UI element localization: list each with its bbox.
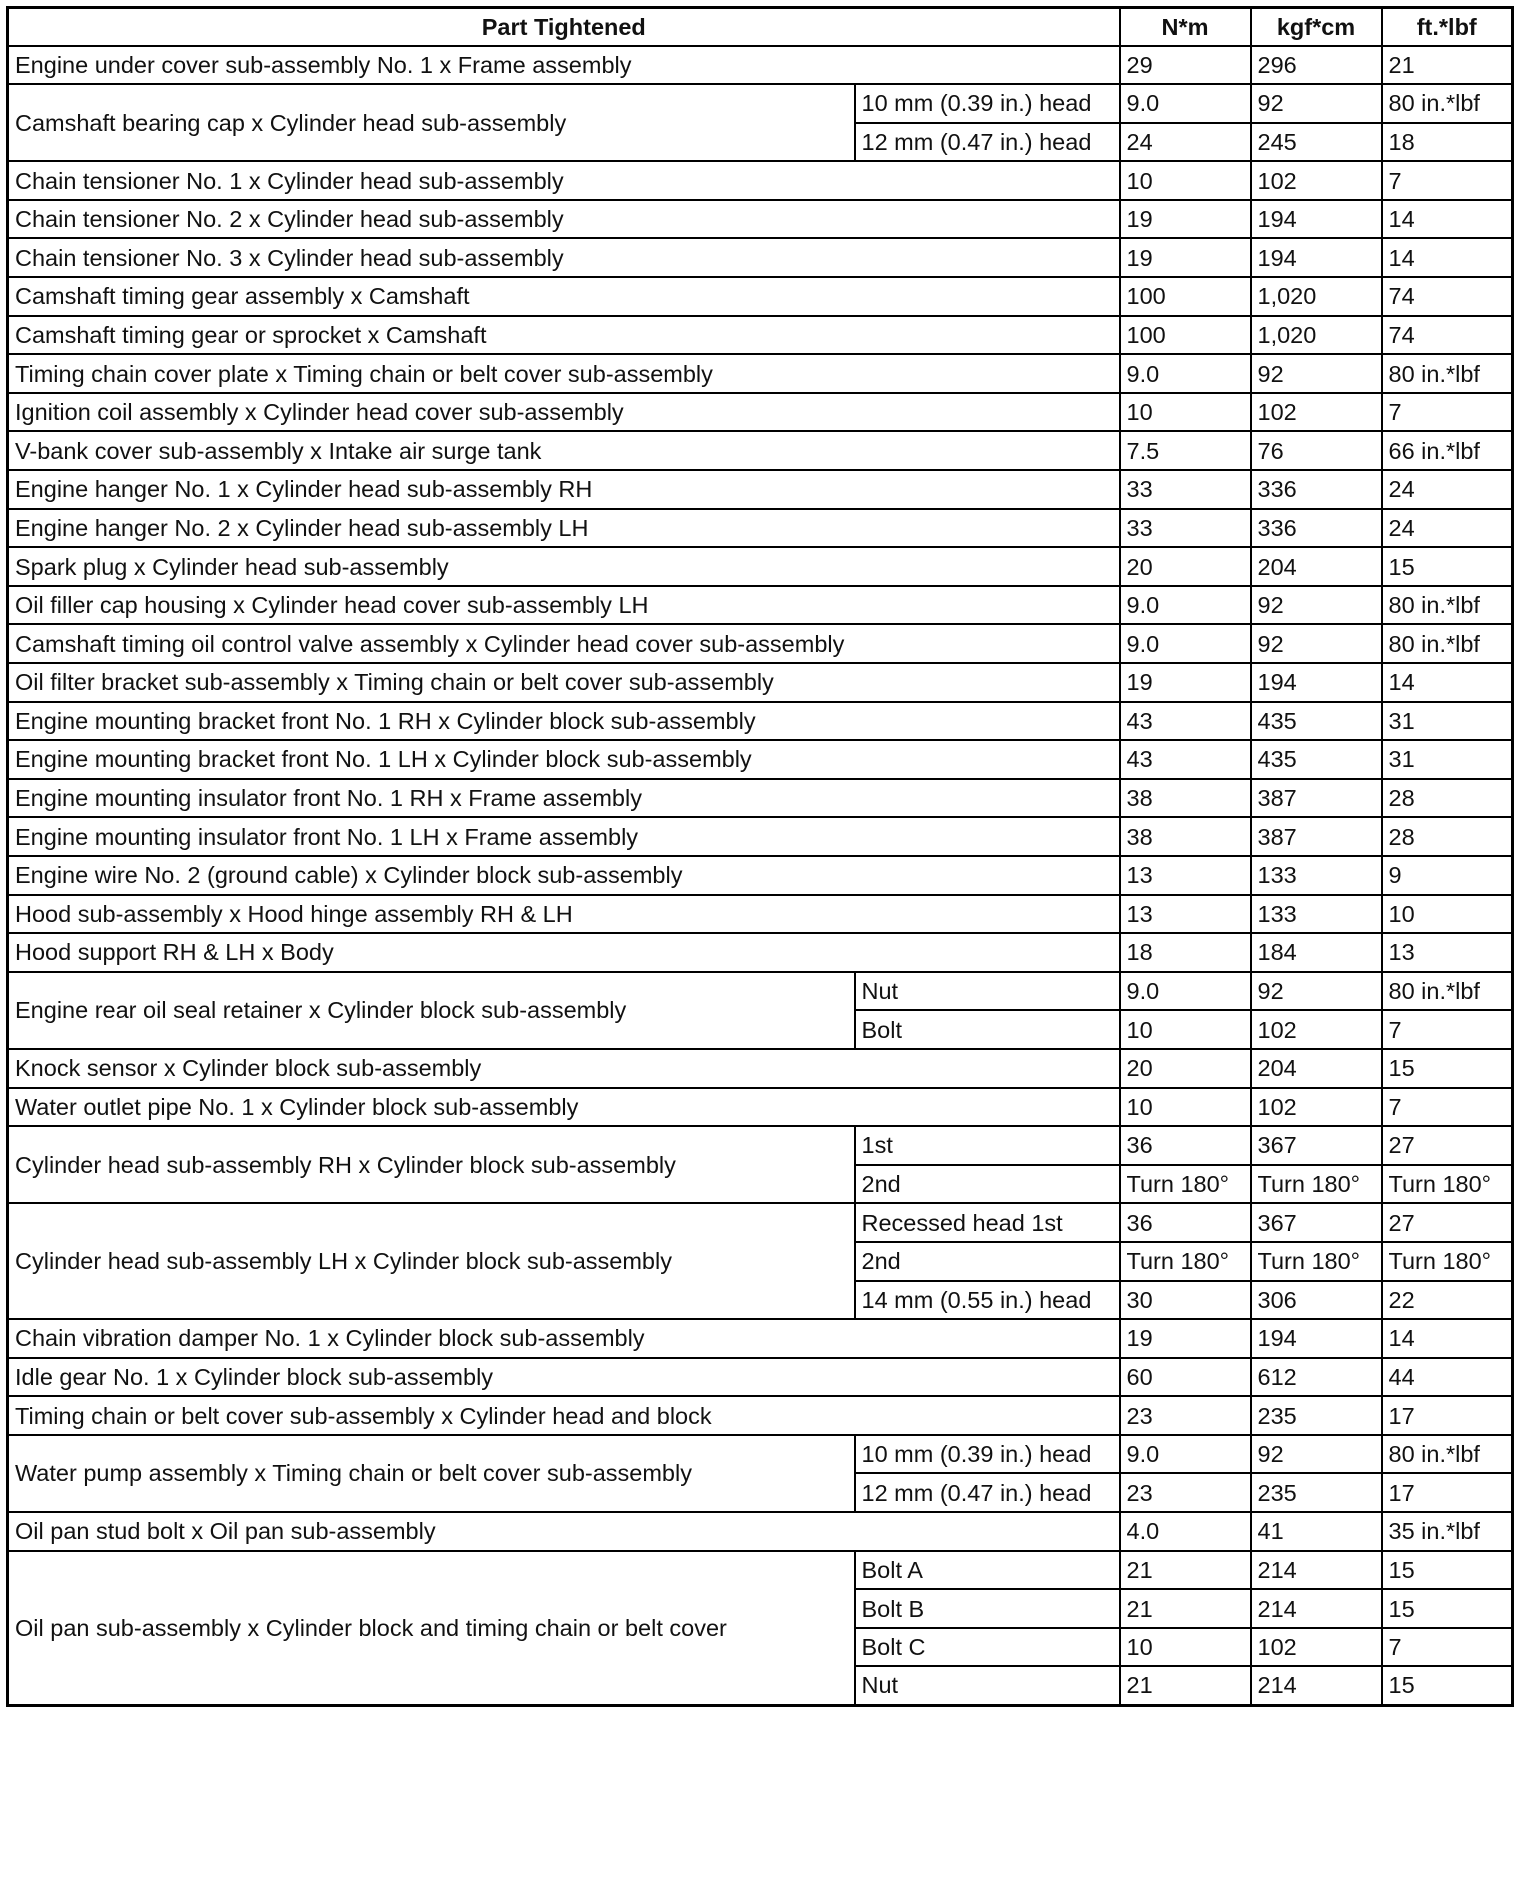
condition-cell: Recessed head 1st bbox=[855, 1203, 1120, 1242]
torque-kgf-cm-cell: 102 bbox=[1251, 161, 1382, 200]
torque-nm-cell: 9.0 bbox=[1120, 972, 1251, 1011]
torque-ft-lbf-cell: 27 bbox=[1382, 1126, 1513, 1165]
torque-ft-lbf-cell: 24 bbox=[1382, 470, 1513, 509]
condition-cell: 10 mm (0.39 in.) head bbox=[855, 84, 1120, 123]
condition-cell: 1st bbox=[855, 1126, 1120, 1165]
torque-ft-lbf-cell: 7 bbox=[1382, 161, 1513, 200]
table-row bbox=[8, 895, 1513, 934]
torque-nm-cell: Turn 180° bbox=[1120, 1242, 1251, 1281]
torque-ft-lbf-cell: 22 bbox=[1382, 1281, 1513, 1320]
torque-ft-lbf-cell: 17 bbox=[1382, 1396, 1513, 1435]
torque-ft-lbf-cell: 15 bbox=[1382, 547, 1513, 586]
torque-nm-cell: 21 bbox=[1120, 1551, 1251, 1590]
torque-kgf-cm-cell: 387 bbox=[1251, 817, 1382, 856]
torque-nm-cell: 9.0 bbox=[1120, 84, 1251, 123]
table-row bbox=[8, 470, 1513, 509]
torque-nm-cell: 24 bbox=[1120, 123, 1251, 162]
torque-kgf-cm-cell: 102 bbox=[1251, 1088, 1382, 1127]
table-row bbox=[8, 84, 1513, 123]
torque-kgf-cm-cell: 435 bbox=[1251, 702, 1382, 741]
torque-ft-lbf-cell: 35 in.*lbf bbox=[1382, 1512, 1513, 1551]
torque-nm-cell: 30 bbox=[1120, 1281, 1251, 1320]
table-row bbox=[8, 1126, 1513, 1165]
part-tightened-cell: Hood support RH & LH x Body bbox=[8, 933, 1120, 972]
torque-kgf-cm-cell: 92 bbox=[1251, 972, 1382, 1011]
torque-nm-cell: 23 bbox=[1120, 1473, 1251, 1512]
torque-kgf-cm-cell: 194 bbox=[1251, 1319, 1382, 1358]
torque-kgf-cm-cell: 41 bbox=[1251, 1512, 1382, 1551]
part-tightened-cell: Camshaft timing oil control valve assembly x Cylinder head cover sub-assembly bbox=[8, 624, 1120, 663]
torque-ft-lbf-cell: Turn 180° bbox=[1382, 1242, 1513, 1281]
torque-ft-lbf-cell: 80 in.*lbf bbox=[1382, 354, 1513, 393]
header-kgf-cm: kgf*cm bbox=[1251, 8, 1382, 46]
table-row bbox=[8, 277, 1513, 316]
part-tightened-cell: Cylinder head sub-assembly LH x Cylinder block sub-assembly bbox=[8, 1203, 855, 1319]
torque-ft-lbf-cell: 7 bbox=[1382, 1628, 1513, 1667]
torque-nm-cell: 29 bbox=[1120, 46, 1251, 85]
torque-nm-cell: 33 bbox=[1120, 509, 1251, 548]
torque-ft-lbf-cell: 15 bbox=[1382, 1589, 1513, 1628]
table-row bbox=[8, 316, 1513, 355]
torque-ft-lbf-cell: Turn 180° bbox=[1382, 1165, 1513, 1204]
condition-cell: Bolt B bbox=[855, 1589, 1120, 1628]
table-row bbox=[8, 161, 1513, 200]
torque-ft-lbf-cell: 13 bbox=[1382, 933, 1513, 972]
part-tightened-cell: Cylinder head sub-assembly RH x Cylinder block sub-assembly bbox=[8, 1126, 855, 1203]
torque-ft-lbf-cell: 80 in.*lbf bbox=[1382, 586, 1513, 625]
torque-kgf-cm-cell: 435 bbox=[1251, 740, 1382, 779]
torque-nm-cell: 100 bbox=[1120, 316, 1251, 355]
torque-ft-lbf-cell: 9 bbox=[1382, 856, 1513, 895]
torque-ft-lbf-cell: 18 bbox=[1382, 123, 1513, 162]
header-nm: N*m bbox=[1120, 8, 1251, 46]
torque-nm-cell: 33 bbox=[1120, 470, 1251, 509]
torque-nm-cell: 10 bbox=[1120, 161, 1251, 200]
table-row bbox=[8, 779, 1513, 818]
table-row bbox=[8, 200, 1513, 239]
torque-nm-cell: 7.5 bbox=[1120, 431, 1251, 470]
torque-ft-lbf-cell: 15 bbox=[1382, 1049, 1513, 1088]
torque-kgf-cm-cell: Turn 180° bbox=[1251, 1242, 1382, 1281]
part-tightened-cell: Water pump assembly x Timing chain or belt cover sub-assembly bbox=[8, 1435, 855, 1512]
torque-nm-cell: Turn 180° bbox=[1120, 1165, 1251, 1204]
part-tightened-cell: Engine hanger No. 1 x Cylinder head sub-assembly RH bbox=[8, 470, 1120, 509]
torque-nm-cell: 19 bbox=[1120, 663, 1251, 702]
torque-kgf-cm-cell: 387 bbox=[1251, 779, 1382, 818]
table-row bbox=[8, 1203, 1513, 1242]
torque-nm-cell: 36 bbox=[1120, 1126, 1251, 1165]
table-row bbox=[8, 972, 1513, 1011]
part-tightened-cell: Oil pan stud bolt x Oil pan sub-assembly bbox=[8, 1512, 1120, 1551]
table-row bbox=[8, 1435, 1513, 1474]
table-body bbox=[8, 46, 1513, 1706]
torque-nm-cell: 9.0 bbox=[1120, 354, 1251, 393]
table-row bbox=[8, 1088, 1513, 1127]
part-tightened-cell: Hood sub-assembly x Hood hinge assembly RH & LH bbox=[8, 895, 1120, 934]
torque-nm-cell: 18 bbox=[1120, 933, 1251, 972]
torque-kgf-cm-cell: 102 bbox=[1251, 1628, 1382, 1667]
part-tightened-cell: Engine mounting insulator front No. 1 LH x Frame assembly bbox=[8, 817, 1120, 856]
header-ft-lbf: ft.*lbf bbox=[1382, 8, 1513, 46]
torque-ft-lbf-cell: 7 bbox=[1382, 1088, 1513, 1127]
torque-nm-cell: 9.0 bbox=[1120, 1435, 1251, 1474]
torque-nm-cell: 60 bbox=[1120, 1358, 1251, 1397]
condition-cell: 14 mm (0.55 in.) head bbox=[855, 1281, 1120, 1320]
torque-nm-cell: 43 bbox=[1120, 702, 1251, 741]
table-row bbox=[8, 1396, 1513, 1435]
torque-specification-table bbox=[6, 6, 1514, 1707]
torque-nm-cell: 13 bbox=[1120, 856, 1251, 895]
part-tightened-cell: Chain vibration damper No. 1 x Cylinder block sub-assembly bbox=[8, 1319, 1120, 1358]
part-tightened-cell: Engine mounting insulator front No. 1 RH x Frame assembly bbox=[8, 779, 1120, 818]
table-row bbox=[8, 1049, 1513, 1088]
torque-nm-cell: 19 bbox=[1120, 200, 1251, 239]
torque-ft-lbf-cell: 31 bbox=[1382, 702, 1513, 741]
torque-ft-lbf-cell: 80 in.*lbf bbox=[1382, 972, 1513, 1011]
torque-nm-cell: 9.0 bbox=[1120, 624, 1251, 663]
torque-kgf-cm-cell: 92 bbox=[1251, 354, 1382, 393]
torque-ft-lbf-cell: 24 bbox=[1382, 509, 1513, 548]
part-tightened-cell: Timing chain or belt cover sub-assembly x Cylinder head and block bbox=[8, 1396, 1120, 1435]
torque-kgf-cm-cell: 367 bbox=[1251, 1126, 1382, 1165]
torque-ft-lbf-cell: 10 bbox=[1382, 895, 1513, 934]
condition-cell: Nut bbox=[855, 1666, 1120, 1705]
table-row bbox=[8, 624, 1513, 663]
table-row bbox=[8, 1512, 1513, 1551]
torque-kgf-cm-cell: 1,020 bbox=[1251, 277, 1382, 316]
torque-kgf-cm-cell: 245 bbox=[1251, 123, 1382, 162]
part-tightened-cell: Camshaft bearing cap x Cylinder head sub-assembly bbox=[8, 84, 855, 161]
torque-nm-cell: 13 bbox=[1120, 895, 1251, 934]
table-row bbox=[8, 547, 1513, 586]
torque-ft-lbf-cell: 74 bbox=[1382, 316, 1513, 355]
torque-nm-cell: 38 bbox=[1120, 817, 1251, 856]
torque-nm-cell: 38 bbox=[1120, 779, 1251, 818]
part-tightened-cell: Water outlet pipe No. 1 x Cylinder block sub-assembly bbox=[8, 1088, 1120, 1127]
part-tightened-cell: Ignition coil assembly x Cylinder head cover sub-assembly bbox=[8, 393, 1120, 432]
table-row bbox=[8, 354, 1513, 393]
torque-ft-lbf-cell: 15 bbox=[1382, 1551, 1513, 1590]
table-row bbox=[8, 663, 1513, 702]
torque-ft-lbf-cell: 14 bbox=[1382, 200, 1513, 239]
part-tightened-cell: Engine mounting bracket front No. 1 RH x Cylinder block sub-assembly bbox=[8, 702, 1120, 741]
torque-kgf-cm-cell: 194 bbox=[1251, 200, 1382, 239]
torque-nm-cell: 20 bbox=[1120, 547, 1251, 586]
torque-kgf-cm-cell: Turn 180° bbox=[1251, 1165, 1382, 1204]
torque-kgf-cm-cell: 235 bbox=[1251, 1396, 1382, 1435]
table-row bbox=[8, 1358, 1513, 1397]
torque-nm-cell: 21 bbox=[1120, 1666, 1251, 1705]
torque-ft-lbf-cell: 14 bbox=[1382, 663, 1513, 702]
torque-nm-cell: 36 bbox=[1120, 1203, 1251, 1242]
part-tightened-cell: Camshaft timing gear or sprocket x Camshaft bbox=[8, 316, 1120, 355]
torque-kgf-cm-cell: 336 bbox=[1251, 509, 1382, 548]
torque-kgf-cm-cell: 102 bbox=[1251, 393, 1382, 432]
table-row bbox=[8, 702, 1513, 741]
torque-nm-cell: 10 bbox=[1120, 393, 1251, 432]
part-tightened-cell: Spark plug x Cylinder head sub-assembly bbox=[8, 547, 1120, 586]
torque-nm-cell: 20 bbox=[1120, 1049, 1251, 1088]
torque-ft-lbf-cell: 44 bbox=[1382, 1358, 1513, 1397]
part-tightened-cell: Timing chain cover plate x Timing chain or belt cover sub-assembly bbox=[8, 354, 1120, 393]
torque-kgf-cm-cell: 204 bbox=[1251, 1049, 1382, 1088]
torque-kgf-cm-cell: 76 bbox=[1251, 431, 1382, 470]
torque-nm-cell: 23 bbox=[1120, 1396, 1251, 1435]
torque-kgf-cm-cell: 1,020 bbox=[1251, 316, 1382, 355]
torque-ft-lbf-cell: 21 bbox=[1382, 46, 1513, 85]
torque-kgf-cm-cell: 214 bbox=[1251, 1551, 1382, 1590]
header-part-tightened: Part Tightened bbox=[8, 8, 1120, 46]
part-tightened-cell: Oil filter bracket sub-assembly x Timing chain or belt cover sub-assembly bbox=[8, 663, 1120, 702]
part-tightened-cell: V-bank cover sub-assembly x Intake air surge tank bbox=[8, 431, 1120, 470]
torque-ft-lbf-cell: 14 bbox=[1382, 238, 1513, 277]
part-tightened-cell: Chain tensioner No. 3 x Cylinder head sub-assembly bbox=[8, 238, 1120, 277]
torque-kgf-cm-cell: 184 bbox=[1251, 933, 1382, 972]
part-tightened-cell: Chain tensioner No. 2 x Cylinder head sub-assembly bbox=[8, 200, 1120, 239]
torque-kgf-cm-cell: 102 bbox=[1251, 1010, 1382, 1049]
condition-cell: 2nd bbox=[855, 1242, 1120, 1281]
part-tightened-cell: Engine under cover sub-assembly No. 1 x Frame assembly bbox=[8, 46, 1120, 85]
torque-kgf-cm-cell: 235 bbox=[1251, 1473, 1382, 1512]
part-tightened-cell: Idle gear No. 1 x Cylinder block sub-assembly bbox=[8, 1358, 1120, 1397]
condition-cell: 2nd bbox=[855, 1165, 1120, 1204]
torque-kgf-cm-cell: 214 bbox=[1251, 1589, 1382, 1628]
header-row bbox=[8, 8, 1513, 46]
torque-kgf-cm-cell: 194 bbox=[1251, 238, 1382, 277]
torque-ft-lbf-cell: 74 bbox=[1382, 277, 1513, 316]
torque-kgf-cm-cell: 133 bbox=[1251, 895, 1382, 934]
table-row bbox=[8, 46, 1513, 85]
torque-kgf-cm-cell: 92 bbox=[1251, 586, 1382, 625]
table-row bbox=[8, 740, 1513, 779]
part-tightened-cell: Oil filler cap housing x Cylinder head cover sub-assembly LH bbox=[8, 586, 1120, 625]
torque-kgf-cm-cell: 204 bbox=[1251, 547, 1382, 586]
torque-nm-cell: 10 bbox=[1120, 1010, 1251, 1049]
torque-nm-cell: 43 bbox=[1120, 740, 1251, 779]
torque-ft-lbf-cell: 66 in.*lbf bbox=[1382, 431, 1513, 470]
torque-ft-lbf-cell: 14 bbox=[1382, 1319, 1513, 1358]
table-row bbox=[8, 933, 1513, 972]
part-tightened-cell: Engine rear oil seal retainer x Cylinder block sub-assembly bbox=[8, 972, 855, 1049]
table-row bbox=[8, 1551, 1513, 1590]
torque-kgf-cm-cell: 133 bbox=[1251, 856, 1382, 895]
table-row bbox=[8, 431, 1513, 470]
torque-ft-lbf-cell: 15 bbox=[1382, 1666, 1513, 1705]
torque-kgf-cm-cell: 92 bbox=[1251, 84, 1382, 123]
table-row bbox=[8, 238, 1513, 277]
torque-nm-cell: 19 bbox=[1120, 238, 1251, 277]
torque-nm-cell: 10 bbox=[1120, 1088, 1251, 1127]
torque-nm-cell: 10 bbox=[1120, 1628, 1251, 1667]
torque-kgf-cm-cell: 612 bbox=[1251, 1358, 1382, 1397]
part-tightened-cell: Engine hanger No. 2 x Cylinder head sub-assembly LH bbox=[8, 509, 1120, 548]
torque-nm-cell: 21 bbox=[1120, 1589, 1251, 1628]
torque-ft-lbf-cell: 17 bbox=[1382, 1473, 1513, 1512]
condition-cell: Nut bbox=[855, 972, 1120, 1011]
torque-kgf-cm-cell: 336 bbox=[1251, 470, 1382, 509]
part-tightened-cell: Camshaft timing gear assembly x Camshaft bbox=[8, 277, 1120, 316]
torque-nm-cell: 19 bbox=[1120, 1319, 1251, 1358]
torque-kgf-cm-cell: 367 bbox=[1251, 1203, 1382, 1242]
part-tightened-cell: Chain tensioner No. 1 x Cylinder head sub-assembly bbox=[8, 161, 1120, 200]
part-tightened-cell: Knock sensor x Cylinder block sub-assembly bbox=[8, 1049, 1120, 1088]
torque-ft-lbf-cell: 28 bbox=[1382, 817, 1513, 856]
table-row bbox=[8, 393, 1513, 432]
condition-cell: Bolt A bbox=[855, 1551, 1120, 1590]
table-row bbox=[8, 509, 1513, 548]
condition-cell: 12 mm (0.47 in.) head bbox=[855, 123, 1120, 162]
torque-kgf-cm-cell: 306 bbox=[1251, 1281, 1382, 1320]
torque-ft-lbf-cell: 28 bbox=[1382, 779, 1513, 818]
torque-ft-lbf-cell: 31 bbox=[1382, 740, 1513, 779]
torque-ft-lbf-cell: 80 in.*lbf bbox=[1382, 624, 1513, 663]
torque-kgf-cm-cell: 92 bbox=[1251, 624, 1382, 663]
torque-kgf-cm-cell: 92 bbox=[1251, 1435, 1382, 1474]
torque-nm-cell: 4.0 bbox=[1120, 1512, 1251, 1551]
table-row bbox=[8, 817, 1513, 856]
torque-kgf-cm-cell: 296 bbox=[1251, 46, 1382, 85]
torque-ft-lbf-cell: 80 in.*lbf bbox=[1382, 84, 1513, 123]
torque-ft-lbf-cell: 7 bbox=[1382, 1010, 1513, 1049]
part-tightened-cell: Engine wire No. 2 (ground cable) x Cylinder block sub-assembly bbox=[8, 856, 1120, 895]
condition-cell: 12 mm (0.47 in.) head bbox=[855, 1473, 1120, 1512]
table-row bbox=[8, 586, 1513, 625]
torque-nm-cell: 9.0 bbox=[1120, 586, 1251, 625]
condition-cell: Bolt C bbox=[855, 1628, 1120, 1667]
table-row bbox=[8, 856, 1513, 895]
torque-nm-cell: 100 bbox=[1120, 277, 1251, 316]
condition-cell: 10 mm (0.39 in.) head bbox=[855, 1435, 1120, 1474]
torque-kgf-cm-cell: 214 bbox=[1251, 1666, 1382, 1705]
table-row bbox=[8, 1319, 1513, 1358]
torque-ft-lbf-cell: 80 in.*lbf bbox=[1382, 1435, 1513, 1474]
part-tightened-cell: Oil pan sub-assembly x Cylinder block and timing chain or belt cover bbox=[8, 1551, 855, 1705]
part-tightened-cell: Engine mounting bracket front No. 1 LH x Cylinder block sub-assembly bbox=[8, 740, 1120, 779]
torque-kgf-cm-cell: 194 bbox=[1251, 663, 1382, 702]
torque-ft-lbf-cell: 27 bbox=[1382, 1203, 1513, 1242]
condition-cell: Bolt bbox=[855, 1010, 1120, 1049]
torque-ft-lbf-cell: 7 bbox=[1382, 393, 1513, 432]
